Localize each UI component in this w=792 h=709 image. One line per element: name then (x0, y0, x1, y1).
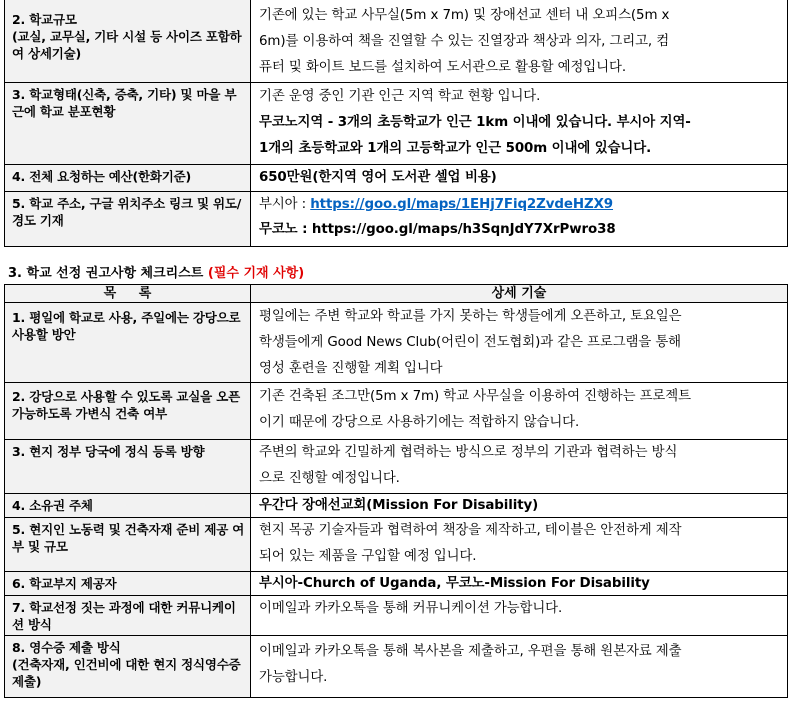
table-row (5, 303, 788, 383)
label-text: 8. 영수증 제출 방식 (건축자재, 인건비에 대한 현지 정식영수증 제출) (12, 640, 241, 689)
section-title (8, 262, 304, 281)
row-value (251, 0, 788, 83)
row-label (5, 165, 251, 192)
row-value (251, 636, 788, 698)
busia-prefix: 부시아 : (259, 197, 311, 212)
value-line: 우간다 장애선교회(Mission For Disability) (259, 498, 539, 513)
label-text: 6. 학교부지 제공자 (12, 576, 117, 591)
row-label (5, 192, 251, 247)
value-line: 퓨터 및 화이트 보드를 설치하여 도서관으로 활용할 예정입니다. (259, 60, 626, 75)
value-line: 기존 건축된 조그만(5m x 7m) 학교 사무실을 이용하여 진행하는 프로젝트 (259, 389, 691, 404)
table-row (5, 440, 788, 494)
label-text: 4. 소유권 주체 (12, 498, 93, 513)
row-label (5, 0, 251, 83)
value-line: 주변의 학교와 긴밀하게 협력하는 방식으로 정부의 기관과 협력하는 방식 (259, 445, 678, 460)
row-label (5, 596, 251, 636)
row-label (5, 440, 251, 494)
table-row (5, 192, 788, 247)
table-header-row (5, 285, 788, 303)
school-info-table (4, 0, 788, 247)
row-value (251, 165, 788, 192)
label-text: 5. 현지인 노동력 및 건축자재 준비 제공 여부 및 규모 (12, 522, 245, 554)
value-line: 이메일과 카카오톡을 통해 커뮤니케이션 가능합니다. (259, 601, 563, 616)
row-value (251, 440, 788, 494)
table-row (5, 596, 788, 636)
table-row (5, 636, 788, 698)
table-row (5, 383, 788, 440)
table-row (5, 83, 788, 165)
row-value (251, 83, 788, 165)
table-row (5, 165, 788, 192)
row-value (251, 572, 788, 596)
label-text: 5. 학교 주소, 구글 위치주소 링크 및 위도/경도 기재 (12, 196, 242, 228)
header-list: 목 록 (5, 285, 251, 303)
checklist-table (4, 284, 788, 698)
row-label (5, 572, 251, 596)
row-label (5, 518, 251, 572)
value-line: 현지 목공 기술자들과 협력하여 책장을 제작하고, 테이블은 안전하게 제작 (259, 523, 682, 538)
busia-map-line (259, 192, 779, 217)
section-title-text: 3. 학교 선정 권고사항 체크리스트 (8, 266, 208, 281)
label-text: 1. 평일에 학교로 사용, 주일에는 강당으로 사용할 방안 (12, 310, 241, 342)
value-line: 6m)를 이용하여 책을 진열할 수 있는 진열장과 책상과 의자, 그리고, 컴 (259, 34, 670, 49)
row-value (251, 494, 788, 518)
value-line: 1개의 초등학교와 1개의 고등학교가 인근 500m 이내에 있습니다. (259, 141, 652, 156)
mukono-map-line (259, 217, 779, 242)
value-line: 으로 진행할 예정입니다. (259, 471, 400, 486)
row-value (251, 192, 788, 247)
header-detail: 상세 기술 (251, 285, 788, 303)
value-line: 부시아-Church of Uganda, 무코노-Mission For Disability (259, 576, 650, 591)
row-label (5, 303, 251, 383)
value-line: 영성 훈련을 진행할 계획 입니다 (259, 361, 443, 376)
table-row (5, 0, 788, 83)
mukono-map-url[interactable]: https://goo.gl/maps/h3SqnJdY7XrPwro38 (311, 222, 616, 237)
row-label (5, 383, 251, 440)
busia-map-link[interactable]: https://goo.gl/maps/1EHj7Fiq2ZvdeHZX9 (310, 197, 614, 212)
row-value (251, 518, 788, 572)
value-line: 650만원(한지역 영어 도서관 셀업 비용) (259, 170, 497, 185)
value-line: 평일에는 주변 학교와 학교를 가지 못하는 학생들에게 오픈하고, 토요일은 (259, 309, 682, 324)
value-line: 무코노지역 - 3개의 초등학교가 인근 1km 이내에 있습니다. 부시아 지역- (259, 115, 691, 130)
required-note: (필수 기재 사항) (207, 266, 305, 281)
value-line: 이메일과 카카오톡을 통해 복사본을 제출하고, 우편을 통해 원본자료 제출 (259, 644, 682, 659)
value-line: 학생들에게 Good News Club(어린이 전도협회)과 같은 프로그램을 통해 (259, 335, 682, 350)
value-line: 이기 때문에 강당으로 사용하기에는 적합하지 않습니다. (259, 415, 580, 430)
label-line: 2. 학교규모 (교실, 교무실, 기타 시설 등 사이즈 포함하여 상세기술) (12, 12, 242, 61)
label-text: 4. 전체 요청하는 예산(한화기준) (12, 169, 192, 184)
table-row (5, 494, 788, 518)
row-value (251, 383, 788, 440)
value-line: 기존 운영 중인 기관 인근 지역 학교 현황 입니다. (259, 89, 541, 104)
table-row (5, 572, 788, 596)
label-text: 7. 학교선정 짓는 과정에 대한 커뮤니케이션 방식 (12, 600, 236, 632)
row-label (5, 636, 251, 698)
table-row (5, 518, 788, 572)
label-text: 3. 학교형태(신축, 증축, 기타) 및 마을 부근에 학교 분포현황 (12, 87, 237, 119)
row-value (251, 303, 788, 383)
row-label (5, 83, 251, 165)
value-line: 가능합니다. (259, 670, 328, 685)
mukono-prefix: 무코노 : (259, 222, 312, 237)
value-line: 기존에 있는 학교 사무실(5m x 7m) 및 장애선교 센터 내 오피스(5m x (259, 8, 670, 23)
label-text: 2. 강당으로 사용할 수 있도록 교실을 오픈 가능하도록 가변식 건축 여부 (12, 389, 240, 421)
value-line: 되어 있는 제품을 구입할 예정 입니다. (259, 549, 477, 564)
label-text: 3. 현지 정부 당국에 정식 등록 방향 (12, 444, 205, 459)
row-label (5, 494, 251, 518)
row-value (251, 596, 788, 636)
